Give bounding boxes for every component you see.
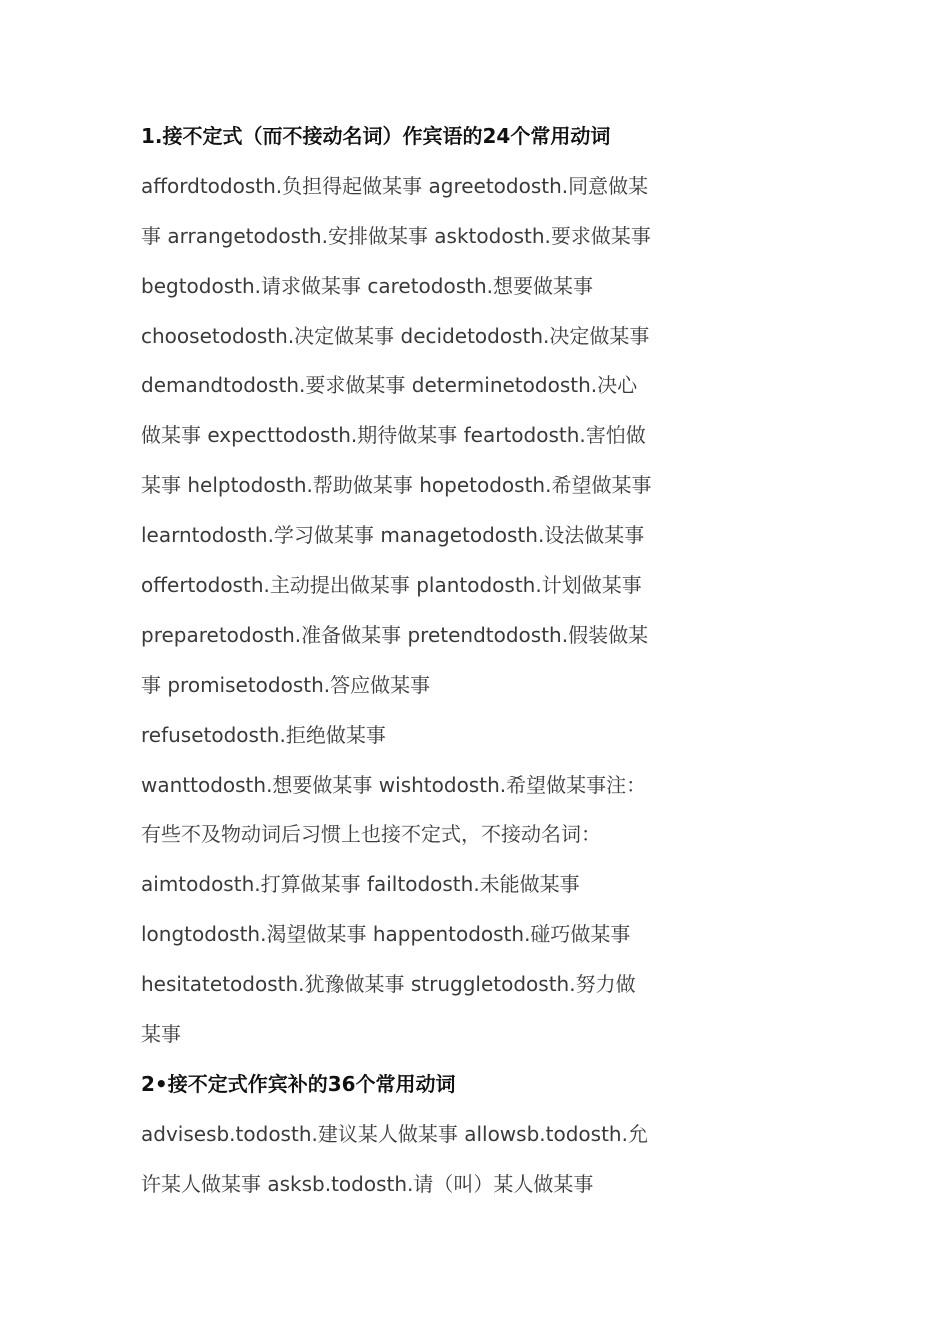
text-line: offertodosth.主动提出做某事 plantodosth.计划做某事: [141, 573, 642, 598]
text-line: 某事 helptodosth.帮助做某事 hopetodosth.希望做某事: [141, 473, 652, 498]
text-line: choosetodosth.决定做某事 decidetodosth.决定做某事: [141, 323, 650, 348]
document-body: [141, 112, 701, 1210]
text-line: 做某事 expecttodosth.期待做某事 feartodosth.害怕做: [141, 423, 646, 448]
text-line: 事 promisetodosth.答应做某事: [141, 672, 431, 697]
text-line: refusetodosth.拒绝做某事: [141, 722, 386, 747]
section-heading: 1.接不定式（而不接动名词）作宾语的24个常用动词: [141, 124, 611, 148]
text-line: 许某人做某事 asksb.todosth.请（叫）某人做某事: [141, 1171, 594, 1196]
text-line: hesitatetodosth.犹豫做某事 struggletodosth.努力做: [141, 972, 636, 997]
text-line: longtodosth.渴望做某事 happentodosth.碰巧做某事: [141, 922, 631, 947]
text-line: begtodosth.请求做某事 caretodosth.想要做某事: [141, 273, 594, 298]
text-line: 有些不及物动词后习惯上也接不定式，不接动名词：: [141, 822, 601, 847]
text-line: learntodosth.学习做某事 managetodosth.设法做某事: [141, 523, 645, 548]
text-line: affordtodosth.负担得起做某事 agreetodosth.同意做某: [141, 173, 649, 198]
text-line: preparetodosth.准备做某事 pretendtodosth.假装做某: [141, 622, 649, 647]
text-line: aimtodosth.打算做某事 failtodosth.未能做某事: [141, 872, 580, 897]
text-line: 某事: [141, 1022, 181, 1047]
text-line: advisesb.todosth.建议某人做某事 allowsb.todosth.允: [141, 1121, 648, 1146]
text-line: 事 arrangetodosth.安排做某事 asktodosth.要求做某事: [141, 223, 651, 248]
section-heading: 2•接不定式作宾补的36个常用动词: [141, 1071, 456, 1096]
text-line: demandtodosth.要求做某事 determinetodosth.决心: [141, 373, 638, 398]
text-line: wanttodosth.想要做某事 wishtodosth.希望做某事注：: [141, 772, 647, 797]
